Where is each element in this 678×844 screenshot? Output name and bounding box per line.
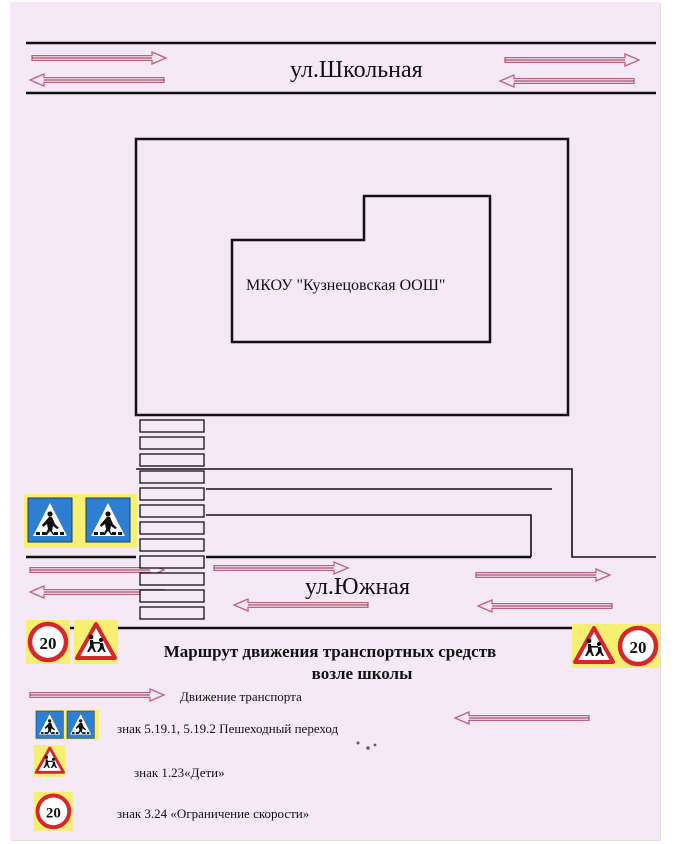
scan-specks bbox=[357, 742, 377, 750]
traffic-arrow-icon bbox=[214, 562, 348, 574]
traffic-arrow-icon bbox=[30, 74, 164, 86]
children-sign-icon bbox=[34, 745, 66, 777]
traffic-arrow-icon bbox=[455, 712, 589, 724]
south-street-label: ул.Южная bbox=[305, 574, 410, 600]
zebra-stripe bbox=[140, 420, 204, 432]
legend-children-label: знак 1.23«Дети» bbox=[134, 765, 225, 780]
traffic-arrow-icon bbox=[234, 599, 368, 611]
north-street bbox=[26, 43, 656, 93]
children-sign-icon bbox=[572, 624, 616, 668]
zebra-stripe bbox=[140, 437, 204, 449]
driveway bbox=[136, 469, 656, 557]
zebra-stripe bbox=[140, 556, 204, 568]
diagram-title-line2: возле школы bbox=[311, 664, 413, 683]
zebra-stripe bbox=[140, 539, 204, 551]
svg-text:20: 20 bbox=[39, 634, 57, 653]
diagram-title-line1: Маршрут движения транспортных средств bbox=[163, 642, 497, 661]
zebra-stripe bbox=[140, 454, 204, 466]
svg-text:20: 20 bbox=[629, 638, 647, 657]
zebra-stripe bbox=[140, 607, 204, 619]
traffic-arrow-icon bbox=[505, 54, 639, 66]
zebra-stripe bbox=[140, 488, 204, 500]
crossing-sign-icon bbox=[35, 710, 99, 740]
driveway-inner-line bbox=[206, 515, 531, 557]
legend-traffic-label: Движение транспорта bbox=[180, 689, 302, 704]
zebra-stripe bbox=[140, 505, 204, 517]
north-street-label: ул.Школьная bbox=[290, 57, 423, 83]
zebra-stripe bbox=[140, 471, 204, 483]
zebra-stripe bbox=[140, 590, 204, 602]
speed-limit-sign-icon bbox=[34, 792, 73, 831]
school-building-outline bbox=[232, 196, 490, 342]
legend-crossing-label: знак 5.19.1, 5.19.2 Пешеходный переход bbox=[117, 721, 339, 736]
traffic-arrow-icon bbox=[32, 52, 166, 64]
children-sign-icon bbox=[74, 620, 118, 664]
traffic-arrow-icon bbox=[478, 600, 612, 612]
traffic-arrow-icon bbox=[476, 569, 610, 581]
traffic-arrow-icon bbox=[30, 689, 164, 701]
speed-limit-sign-icon bbox=[616, 624, 660, 668]
legend-speed-label: знак 3.24 «Ограничение скорости» bbox=[117, 806, 310, 821]
school-building-label: МКОУ "Кузнецовская ООШ" bbox=[246, 277, 446, 294]
traffic-arrow-icon bbox=[500, 75, 634, 87]
svg-text:20: 20 bbox=[45, 805, 61, 822]
speed-limit-sign-icon bbox=[26, 620, 70, 664]
legend bbox=[30, 689, 589, 831]
zebra-stripe bbox=[140, 522, 204, 534]
driveway-outer-line bbox=[136, 469, 656, 557]
south-street bbox=[26, 557, 656, 628]
zebra-stripe bbox=[140, 573, 204, 585]
crossing-sign-icon bbox=[24, 494, 137, 548]
